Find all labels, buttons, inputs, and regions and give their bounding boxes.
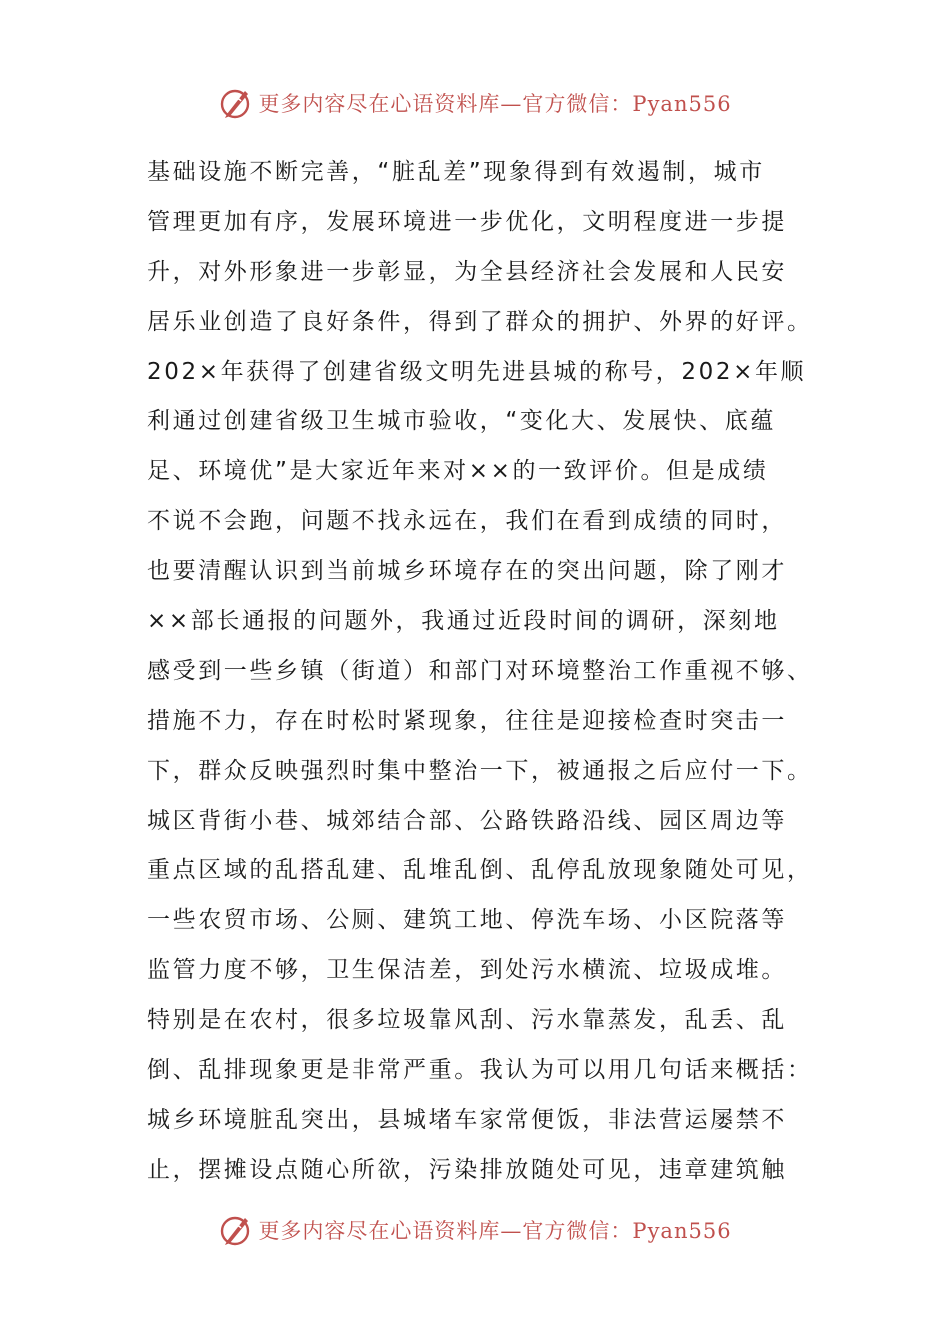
pen-logo-icon [218, 1212, 254, 1248]
body-line: 下，群众反映强烈时集中整治一下，被通报之后应付一下。 [147, 757, 813, 784]
body-line: 监管力度不够，卫生保洁差，到处污水横流、垃圾成堆。 [147, 957, 787, 984]
body-line: 升，对外形象进一步彰显，为全县经济社会发展和人民安 [147, 258, 787, 285]
footer-banner [0, 1210, 950, 1250]
body-line: 特别是在农村，很多垃圾靠风刮、污水靠蒸发，乱丢、乱 [147, 1007, 787, 1034]
body-line: 基础设施不断完善，“脏乱差”现象得到有效遏制，城市 [147, 159, 765, 185]
body-line: 感受到一些乡镇（街道）和部门对环境整治工作重视不够、 [147, 657, 813, 684]
body-line: 也要清醒认识到当前城乡环境存在的突出问题，除了刚才 [147, 558, 787, 585]
body-line: 不说不会跑，问题不找永远在，我们在看到成绩的同时， [147, 508, 787, 535]
body-line: 倒、乱排现象更是非常严重。我认为可以用几句话来概括： [147, 1057, 813, 1084]
body-line: 重点区域的乱搭乱建、乱堆乱倒、乱停乱放现象随处可见， [147, 857, 813, 884]
header-banner [0, 83, 950, 123]
pen-logo-icon [218, 85, 254, 121]
body-line: ××部长通报的问题外，我通过近段时间的调研，深刻地 [147, 608, 780, 635]
body-line: 202×年获得了创建省级文明先进县城的称号，202×年顺 [147, 358, 807, 385]
header-banner-text: 更多内容尽在心语资料库—官方微信：Pyan556 [258, 92, 732, 116]
footer-banner-text: 更多内容尽在心语资料库—官方微信：Pyan556 [258, 1219, 732, 1243]
body-line: 利通过创建省级卫生城市验收，“变化大、发展快、底蕴 [147, 408, 776, 435]
body-line: 居乐业创造了良好条件，得到了群众的拥护、外界的好评。 [147, 308, 813, 335]
body-line: 足、环境优”是大家近年来对××的一致评价。但是成绩 [147, 458, 769, 485]
body-line: 止，摆摊设点随心所欲，污染排放随处可见，违章建筑触 [147, 1156, 787, 1183]
body-line: 城乡环境脏乱突出，县城堵车家常便饭，非法营运屡禁不 [147, 1106, 787, 1133]
body-line: 措施不力，存在时松时紧现象，往往是迎接检查时突击一 [147, 707, 787, 734]
body-line: 管理更加有序，发展环境进一步优化，文明程度进一步提 [147, 208, 787, 235]
document-body [147, 148, 813, 1196]
body-line: 城区背街小巷、城郊结合部、公路铁路沿线、园区周边等 [147, 807, 787, 834]
body-line: 一些农贸市场、公厕、建筑工地、停洗车场、小区院落等 [147, 907, 787, 934]
